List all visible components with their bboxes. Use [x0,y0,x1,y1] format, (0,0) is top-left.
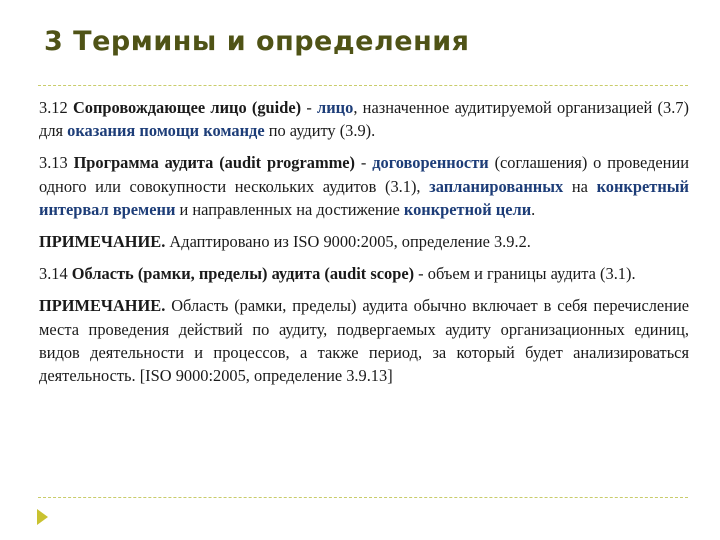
term-name: Программа аудита (audit programme) [73,153,355,173]
term-segment: договоренности [372,153,489,173]
slide-title: 3 Термины и определения [44,26,470,57]
slide-content [39,96,689,396]
note-label: ПРИМЕЧАНИЕ. [39,232,166,252]
term-segment: конкретной цели [403,199,532,219]
term-segment: по аудиту (3.9). [264,121,376,141]
term-segment: , назначенное аудитируемой организацией (3.7) для [39,98,689,141]
term-name: Область (рамки, пределы) аудита (audit scope) [71,264,415,284]
term-segment: объем и границы аудита (3.1). [427,264,636,284]
term-segment: (соглашения) о проведении одного или совокупности нескольких аудитов (3.1), [39,153,689,196]
term-dash: - [360,153,367,173]
term-3-13 [39,151,689,221]
term-number: 3.14 [39,264,68,284]
note-text: Адаптировано из ISO 9000:2005, определение 3.9.2. [169,232,531,252]
term-segment: . [531,199,536,219]
note-label: ПРИМЕЧАНИЕ. [39,296,166,316]
triangle-bullet-icon [37,509,48,525]
term-dash: - [306,98,312,117]
bottom-divider [38,497,688,498]
term-3-12 [39,96,689,142]
top-divider [38,85,688,86]
term-segment: лицо [317,98,354,117]
note-1 [39,230,689,253]
term-number: 3.13 [39,153,68,173]
term-segment: оказания помощи команде [67,121,265,141]
term-3-14 [39,262,689,285]
term-segment: конкретный интервал времени [39,176,689,219]
term-segment: на [563,176,597,196]
term-segment: запланированных [429,176,564,196]
term-segment: и направленных на достижение [175,199,404,219]
term-name: Сопровождающее лицо (guide) [72,98,302,117]
note-2 [39,294,689,387]
term-dash: - [418,264,424,284]
note-text: Область (рамки, пределы) аудита обычно включает в себя перечисление места проведения действий по аудиту, подвергаемых аудиту организационных единиц, видов деятельности и процессов, а также период, за который будет анализироваться деятельность. [ISO 9000:2005, определение 3.9.13] [39,296,689,386]
term-number: 3.12 [39,98,68,117]
